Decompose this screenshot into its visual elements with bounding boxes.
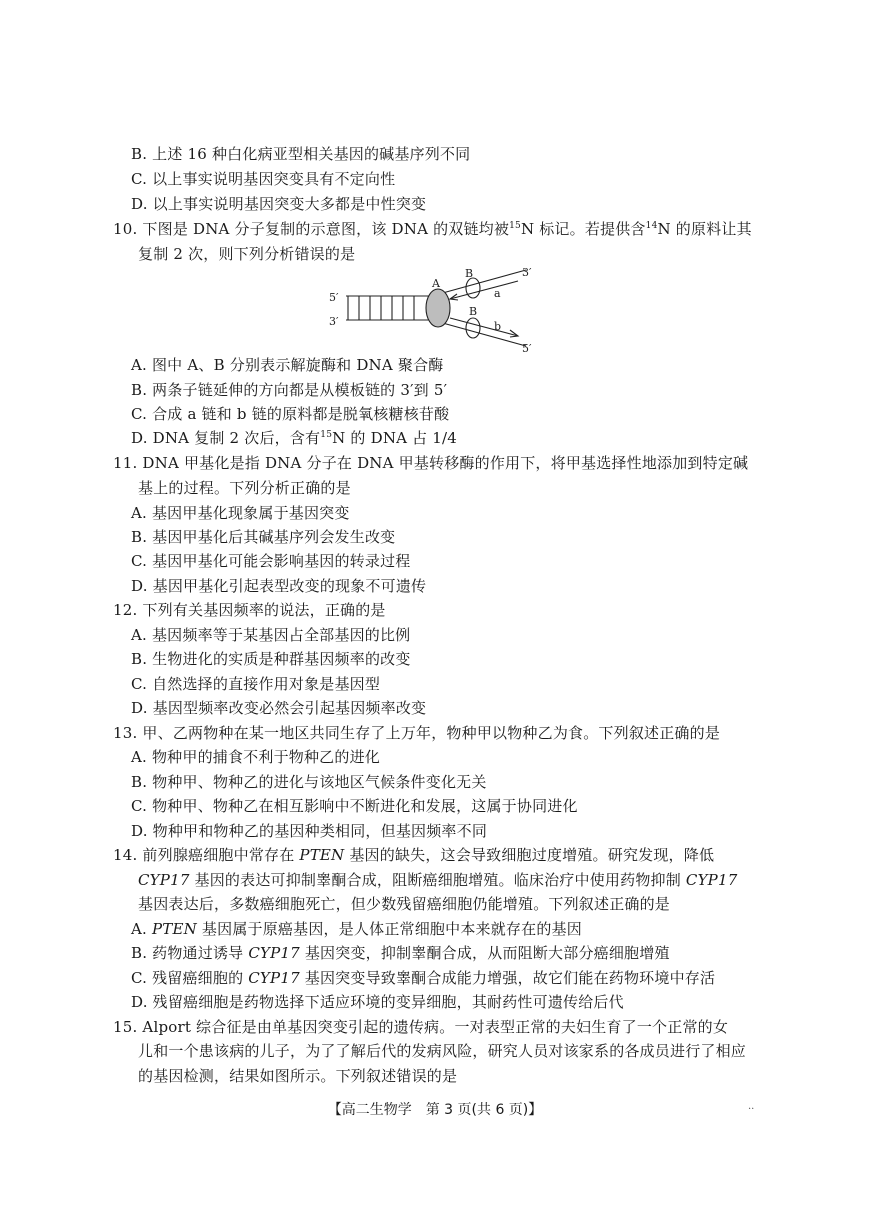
q14-option-d: D. 残留癌细胞是药物选择下适应环境的变异细胞，其耐药性可遗传给后代 — [131, 993, 624, 1011]
label-5prime-left: 5′ — [329, 291, 339, 304]
q12-option-c: C. 自然选择的直接作用对象是基因型 — [131, 675, 381, 693]
q9-option-d: D. 以上事实说明基因突变大多都是中性突变 — [131, 195, 427, 213]
q11-option-a: A. 基因甲基化现象属于基因突变 — [131, 504, 350, 522]
q11-stem-line1: 11. DNA 甲基化是指 DNA 分子在 DNA 甲基转移酶的作用下，将甲基选择性地添加到特定碱 — [113, 454, 749, 472]
q14-option-a-gene: PTEN — [151, 920, 197, 938]
q10-isotope-14: 14 — [645, 221, 658, 231]
q11-option-d: D. 基因甲基化引起表型改变的现象不可遗传 — [131, 577, 427, 595]
q14-option-c — [131, 968, 715, 988]
q14-gene-pten: PTEN — [299, 846, 345, 864]
q14-option-c-pre: C. 残留癌细胞的 — [131, 969, 249, 987]
q11-stem-line2: 基上的过程。下列分析正确的是 — [138, 479, 351, 497]
q12-option-a: A. 基因频率等于某基因占全部基因的比例 — [131, 626, 411, 644]
q13-stem: 13. 甲、乙两物种在某一地区共同生存了上万年，物种甲以物种乙为食。下列叙述正确的是 — [113, 724, 721, 742]
page-footer: 【高二生物学 第 3 页(共 6 页)】 — [327, 1102, 543, 1118]
base-pair-rungs — [348, 296, 414, 320]
strand-b-arrowhead — [510, 330, 518, 337]
label-3prime-left: 3′ — [329, 315, 339, 328]
q14-option-a-post: 基因属于原癌基因，是人体正常细胞中本来就存在的基因 — [196, 920, 582, 938]
q14-option-b-post: 基因突变，抑制睾酮合成，从而阻断大部分癌细胞增殖 — [299, 944, 670, 962]
enzyme-b-lower — [466, 318, 480, 338]
daughter-strand-a — [450, 281, 518, 299]
q14-gene-cyp17-a: CYP17 — [138, 871, 190, 889]
q10-stem-line2: 复制 2 次，则下列分析错误的是 — [138, 245, 356, 263]
q14-option-b-pre: B. 药物通过诱导 — [131, 944, 249, 962]
q13-option-b: B. 物种甲、物种乙的进化与该地区气候条件变化无关 — [131, 773, 487, 791]
q14-text3: 基因的表达可抑制睾酮合成，阻断癌细胞增殖。临床治疗中使用药物抑制 — [189, 871, 686, 889]
q14-text1: 14. 前列腺癌细胞中常存在 — [113, 846, 300, 864]
q10-option-c: C. 合成 a 链和 b 链的原料都是脱氧核糖核苷酸 — [131, 405, 450, 423]
label-3prime-right: 3′ — [522, 266, 532, 279]
label-b-upper: B — [465, 267, 474, 280]
q9-option-b: B. 上述 16 种白化病亚型相关基因的碱基序列不同 — [131, 145, 471, 163]
q10-option-d-isotope: 15 — [320, 430, 333, 440]
q11-option-b: B. 基因甲基化后其碱基序列会发生改变 — [131, 528, 396, 546]
q14-gene-cyp17-b: CYP17 — [685, 871, 738, 889]
q10-stem-line1 — [113, 219, 752, 239]
label-strand-b: b — [494, 320, 502, 333]
q10-option-a: A. 图中 A、B 分别表示解旋酶和 DNA 聚合酶 — [131, 356, 444, 374]
q12-stem: 12. 下列有关基因频率的说法，正确的是 — [113, 601, 386, 619]
daughter-strand-b — [450, 318, 518, 336]
q13-option-a: A. 物种甲的捕食不利于物种乙的进化 — [131, 748, 380, 766]
q15-stem-line2: 儿和一个患该病的儿子，为了了解后代的发病风险，研究人员对该家系的各成员进行了相应 — [138, 1042, 747, 1060]
q14-option-b — [131, 943, 670, 963]
dna-replication-diagram — [326, 264, 536, 356]
enzyme-a — [426, 289, 450, 327]
q14-stem-line2 — [138, 870, 737, 890]
q10-option-d-text2: N 的 DNA 占 1/4 — [332, 429, 458, 447]
enzyme-b-upper — [466, 278, 480, 298]
footer-dots: .. — [748, 1101, 755, 1112]
q10-option-b: B. 两条子链延伸的方向都是从模板链的 3′到 5′ — [131, 381, 448, 399]
q15-stem-line3: 的基因检测，结果如图所示。下列叙述错误的是 — [138, 1067, 458, 1085]
q11-option-c: C. 基因甲基化可能会影响基因的转录过程 — [131, 552, 411, 570]
template-strand-lower — [439, 322, 526, 346]
q13-option-c: C. 物种甲、物种乙在相互影响中不断进化和发展，这属于协同进化 — [131, 797, 578, 815]
q14-option-b-gene: CYP17 — [248, 944, 300, 962]
label-a-enzyme: A — [432, 277, 440, 290]
label-b-lower: B — [469, 305, 478, 318]
q10-stem-text2: N 标记。若提供含 — [520, 220, 646, 238]
q13-option-d: D. 物种甲和物种乙的基因种类相同，但基因频率不同 — [131, 822, 488, 840]
q10-option-d — [131, 428, 457, 448]
q10-isotope-15: 15 — [509, 221, 521, 231]
q14-stem-line3: 基因表达后，多数癌细胞死亡，但少数残留癌细胞仍能增殖。下列叙述正确的是 — [138, 895, 671, 913]
q10-option-d-text1: D. DNA 复制 2 次后，含有 — [131, 429, 321, 447]
label-5prime-right: 5′ — [522, 342, 532, 355]
q14-option-a — [131, 919, 582, 939]
q14-option-a-pre: A. — [131, 920, 152, 938]
q10-stem-text3: N 的原料让其 — [657, 220, 752, 238]
q14-text2: 基因的缺失，这会导致细胞过度增殖。研究发现，降低 — [344, 846, 715, 864]
q10-stem-text1: 10. 下图是 DNA 分子复制的示意图，该 DNA 的双链均被 — [113, 220, 510, 238]
q12-option-d: D. 基因型频率改变必然会引起基因频率改变 — [131, 699, 427, 717]
q9-option-c: C. 以上事实说明基因突变具有不定向性 — [131, 170, 396, 188]
q14-stem-line1 — [113, 845, 714, 865]
q12-option-b: B. 生物进化的实质是种群基因频率的改变 — [131, 650, 411, 668]
q14-option-c-gene: CYP17 — [248, 969, 300, 987]
q14-option-c-post: 基因突变导致睾酮合成能力增强，故它们能在药物环境中存活 — [299, 969, 716, 987]
label-strand-a: a — [494, 287, 501, 300]
q15-stem-line1: 15. Alport 综合征是由单基因突变引起的遗传病。一对表型正常的夫妇生育了一个正常的女 — [113, 1018, 729, 1036]
